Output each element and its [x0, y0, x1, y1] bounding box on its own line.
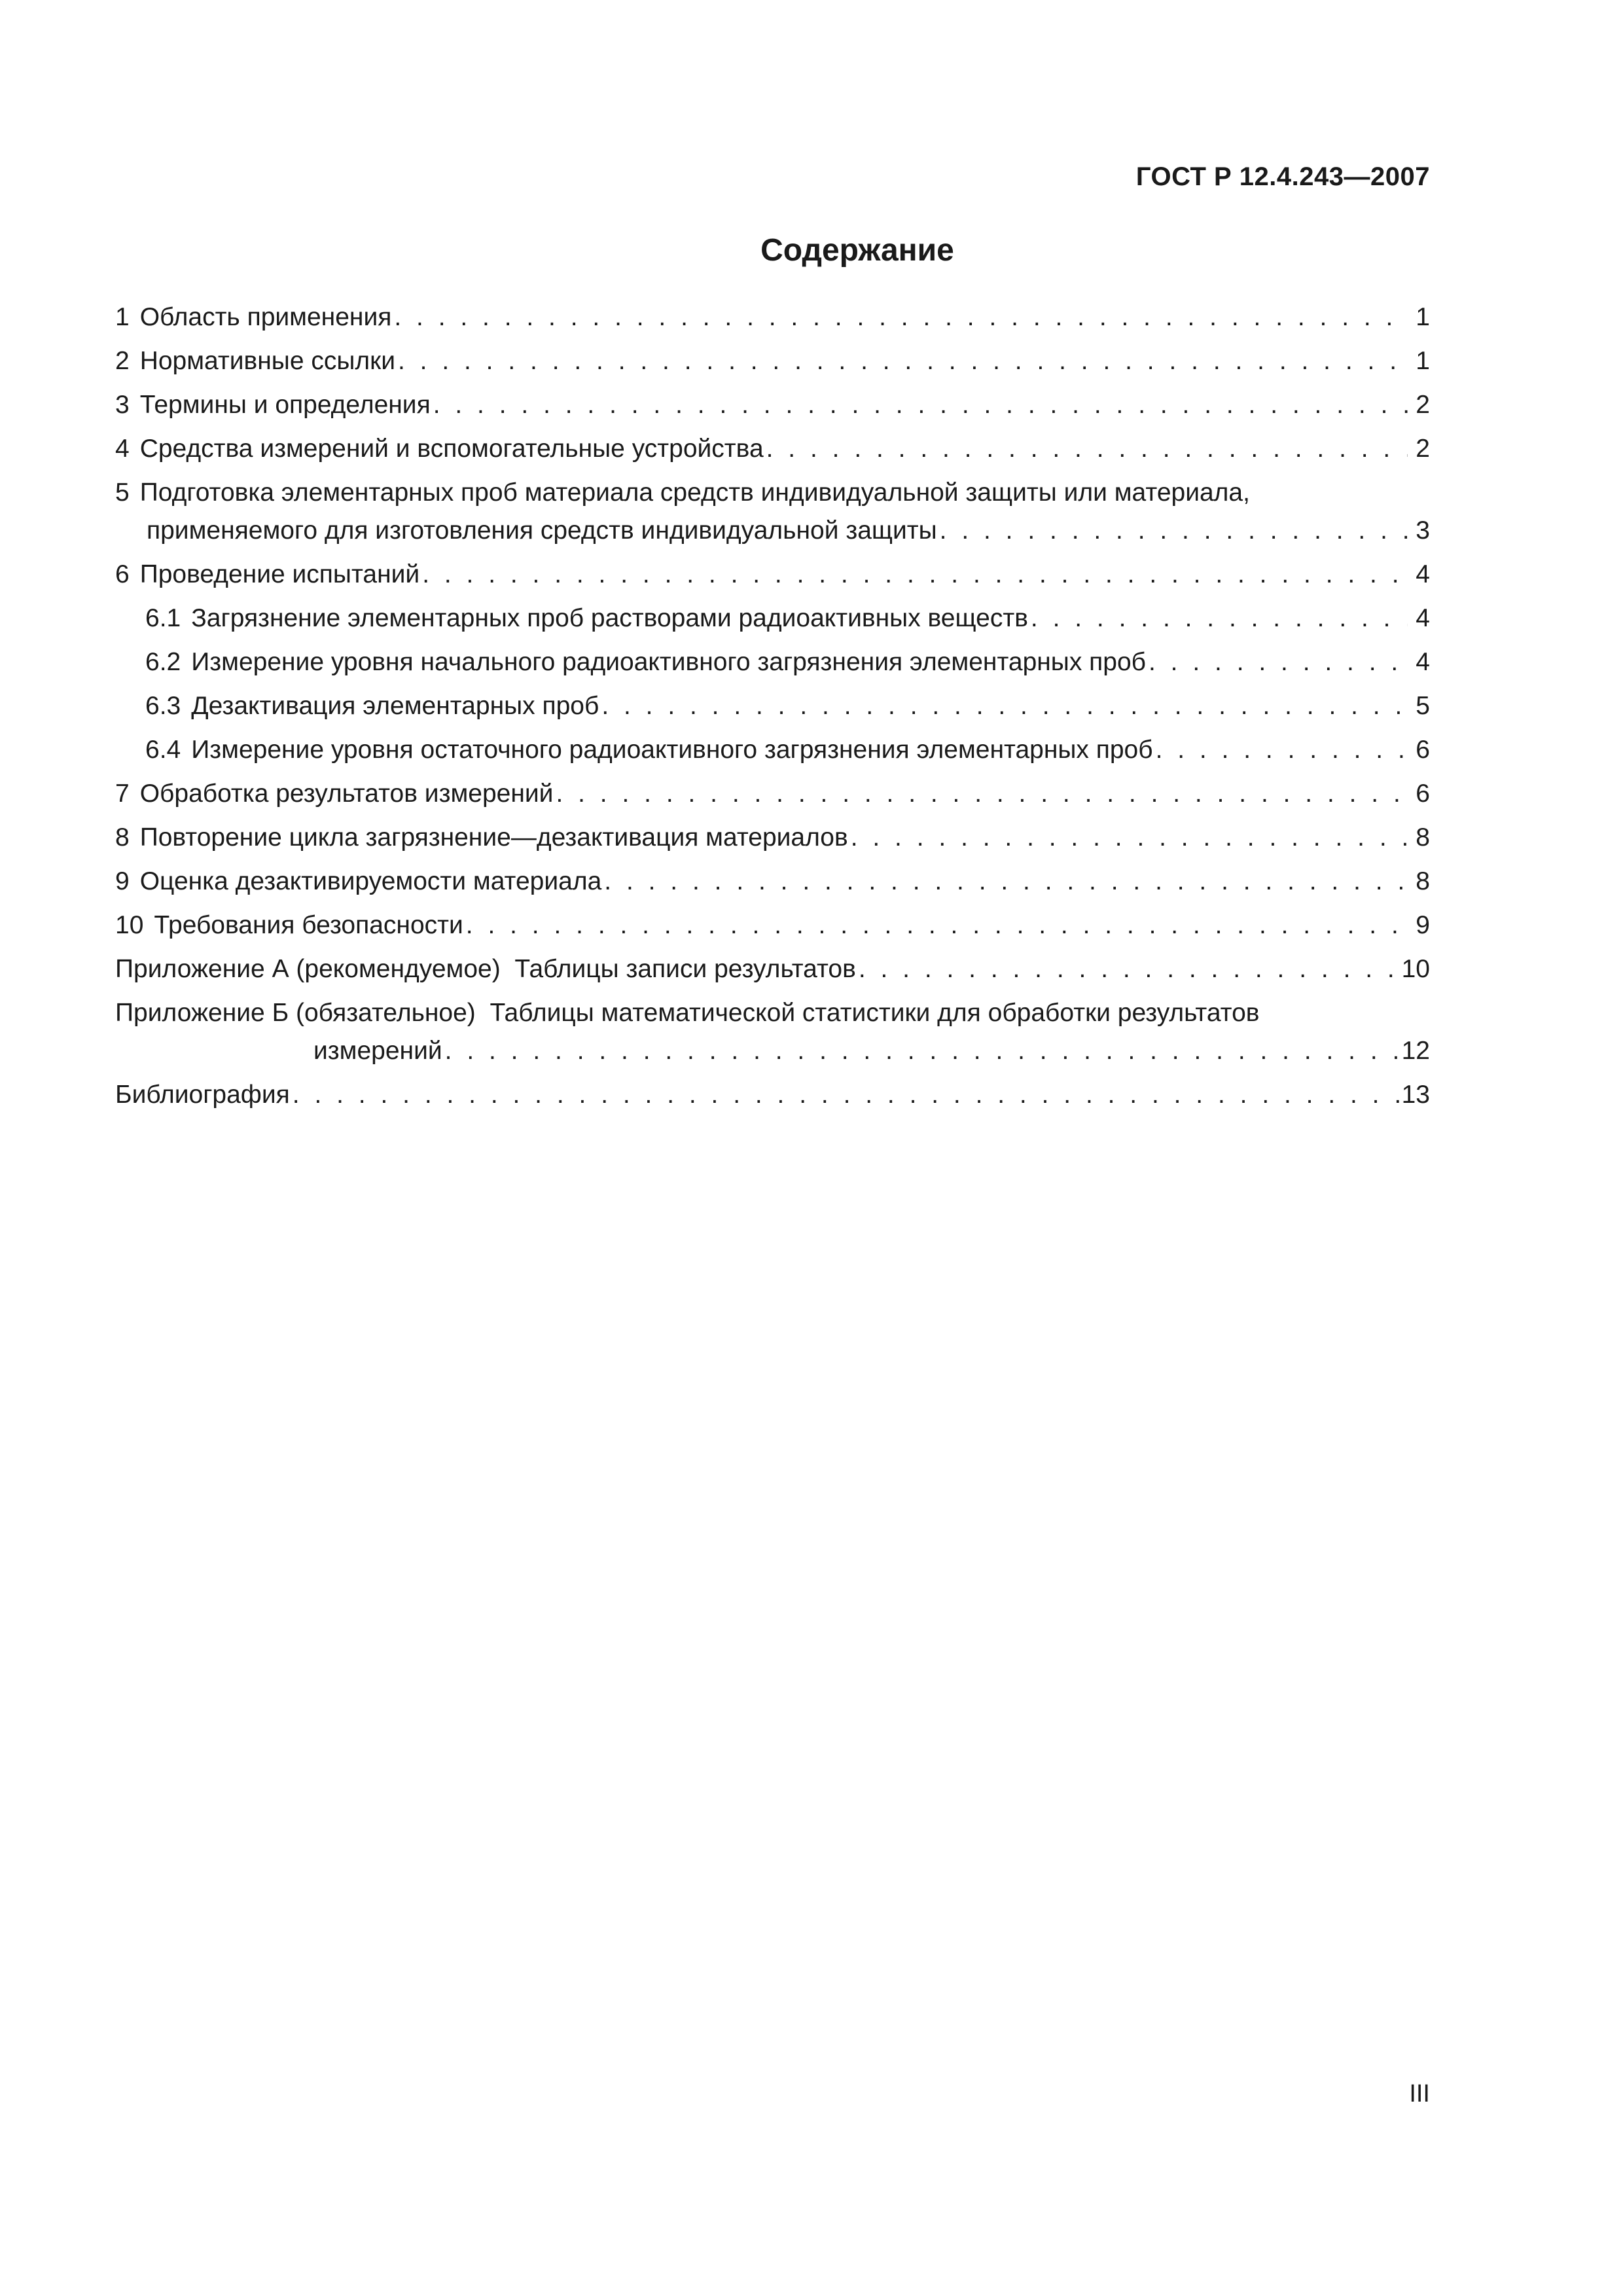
toc-entry-number: 6.3	[145, 692, 181, 720]
toc-entry-page: 6	[1416, 736, 1430, 764]
toc-entry-number: 6.1	[145, 604, 181, 632]
toc-entry-title: Приложение А (рекомендуемое) Таблицы записи результатов	[115, 955, 856, 983]
table-of-contents	[115, 298, 1430, 1120]
toc-entry-title: Измерение уровня остаточного радиоактивного загрязнения элементарных проб	[191, 736, 1153, 764]
dot-leader	[433, 386, 1408, 424]
toc-entry-page: 2	[1416, 435, 1430, 463]
toc-entry-number: 7	[115, 780, 130, 808]
toc-entry-page: 13	[1401, 1081, 1430, 1109]
dot-leader	[1156, 731, 1408, 769]
dot-leader	[766, 430, 1408, 468]
dot-leader	[1031, 600, 1408, 637]
toc-entry-page: 1	[1416, 303, 1430, 331]
toc-entry[interactable]	[115, 819, 1430, 857]
toc-entry-page: 5	[1416, 692, 1430, 720]
toc-entry-page: 3	[1416, 516, 1430, 545]
toc-entry[interactable]	[115, 474, 1430, 550]
toc-entry-title: Приложение Б (обязательное) Таблицы математической статистики для обработки результатов	[115, 999, 1260, 1027]
toc-title: Содержание	[760, 233, 954, 268]
toc-entry-title: Библиография	[115, 1081, 290, 1109]
toc-entry-title: Проведение испытаний	[139, 560, 420, 588]
toc-entry-title: Нормативные ссылки	[139, 347, 395, 375]
toc-entry-line-1	[115, 474, 1430, 512]
toc-subentry[interactable]	[115, 600, 1430, 637]
dot-leader	[398, 342, 1408, 380]
toc-entry-page: 9	[1416, 911, 1430, 939]
toc-entry[interactable]	[115, 342, 1430, 380]
toc-entry-page: 4	[1416, 648, 1430, 676]
toc-entry-title: Повторение цикла загрязнение—дезактивация материалов	[139, 823, 848, 852]
dot-leader	[601, 687, 1408, 725]
dot-leader	[466, 906, 1408, 944]
toc-entry-page: 8	[1416, 867, 1430, 895]
toc-entry-number: 6.2	[145, 648, 181, 676]
toc-entry[interactable]	[115, 430, 1430, 468]
toc-entry[interactable]	[115, 863, 1430, 901]
toc-subentry[interactable]	[115, 643, 1430, 681]
toc-entry[interactable]	[115, 298, 1430, 336]
toc-entry-title-continued: применяемого для изготовления средств индивидуальной защиты	[147, 516, 937, 545]
toc-entry-number: 1	[115, 303, 130, 331]
toc-appendix-entry[interactable]	[115, 994, 1430, 1070]
toc-entry-title-continued: измерений	[313, 1037, 442, 1065]
toc-entry-page: 2	[1416, 391, 1430, 419]
toc-entry-line-1	[115, 994, 1430, 1032]
toc-entry-number: 10	[115, 911, 144, 939]
toc-entry-page: 4	[1416, 604, 1430, 632]
document-code: ГОСТ Р 12.4.243—2007	[1135, 162, 1430, 191]
toc-entry[interactable]	[115, 556, 1430, 594]
dot-leader	[604, 863, 1408, 901]
toc-entry-page: 1	[1416, 347, 1430, 375]
toc-entry-title: Термины и определения	[139, 391, 431, 419]
toc-entry-title: Обработка результатов измерений	[139, 780, 554, 808]
toc-entry[interactable]	[115, 906, 1430, 944]
dot-leader	[445, 1032, 1399, 1070]
toc-entry-page: 8	[1416, 823, 1430, 852]
dot-leader	[851, 819, 1408, 857]
toc-entry-title: Требования безопасности	[154, 911, 463, 939]
dot-leader	[293, 1076, 1399, 1114]
toc-entry-title: Подготовка элементарных проб материала средств индивидуальной защиты или материала,	[139, 478, 1250, 507]
toc-entry-title: Оценка дезактивируемости материала	[139, 867, 602, 895]
toc-entry-number: 2	[115, 347, 130, 375]
dot-leader	[556, 775, 1408, 813]
toc-entry-line-2	[115, 1032, 1430, 1070]
toc-entry-number: 3	[115, 391, 130, 419]
toc-entry-bibliography[interactable]	[115, 1076, 1430, 1114]
toc-entry-page: 4	[1416, 560, 1430, 588]
toc-entry-number: 4	[115, 435, 130, 463]
toc-entry[interactable]	[115, 775, 1430, 813]
dot-leader	[859, 950, 1399, 988]
toc-entry-number: 5	[115, 478, 130, 507]
toc-entry-page: 6	[1416, 780, 1430, 808]
dot-leader	[940, 512, 1408, 550]
toc-entry-number: 6	[115, 560, 130, 588]
toc-appendix-entry[interactable]	[115, 950, 1430, 988]
toc-entry-title: Средства измерений и вспомогательные устройства	[139, 435, 764, 463]
dot-leader	[1149, 643, 1408, 681]
toc-entry-number: 6.4	[145, 736, 181, 764]
toc-entry-title: Область применения	[139, 303, 392, 331]
toc-subentry[interactable]	[115, 731, 1430, 769]
toc-entry-title: Измерение уровня начального радиоактивного загрязнения элементарных проб	[191, 648, 1147, 676]
toc-subentry[interactable]	[115, 687, 1430, 725]
page-number: III	[1409, 2080, 1430, 2108]
toc-entry-page: 10	[1401, 955, 1430, 983]
toc-entry[interactable]	[115, 386, 1430, 424]
toc-entry-number: 9	[115, 867, 130, 895]
toc-entry-title: Загрязнение элементарных проб растворами радиоактивных веществ	[191, 604, 1028, 632]
toc-entry-title: Дезактивация элементарных проб	[191, 692, 599, 720]
toc-entry-page: 12	[1401, 1037, 1430, 1065]
dot-leader	[422, 556, 1408, 594]
toc-entry-line-2	[115, 512, 1430, 550]
toc-entry-number: 8	[115, 823, 130, 852]
dot-leader	[394, 298, 1408, 336]
